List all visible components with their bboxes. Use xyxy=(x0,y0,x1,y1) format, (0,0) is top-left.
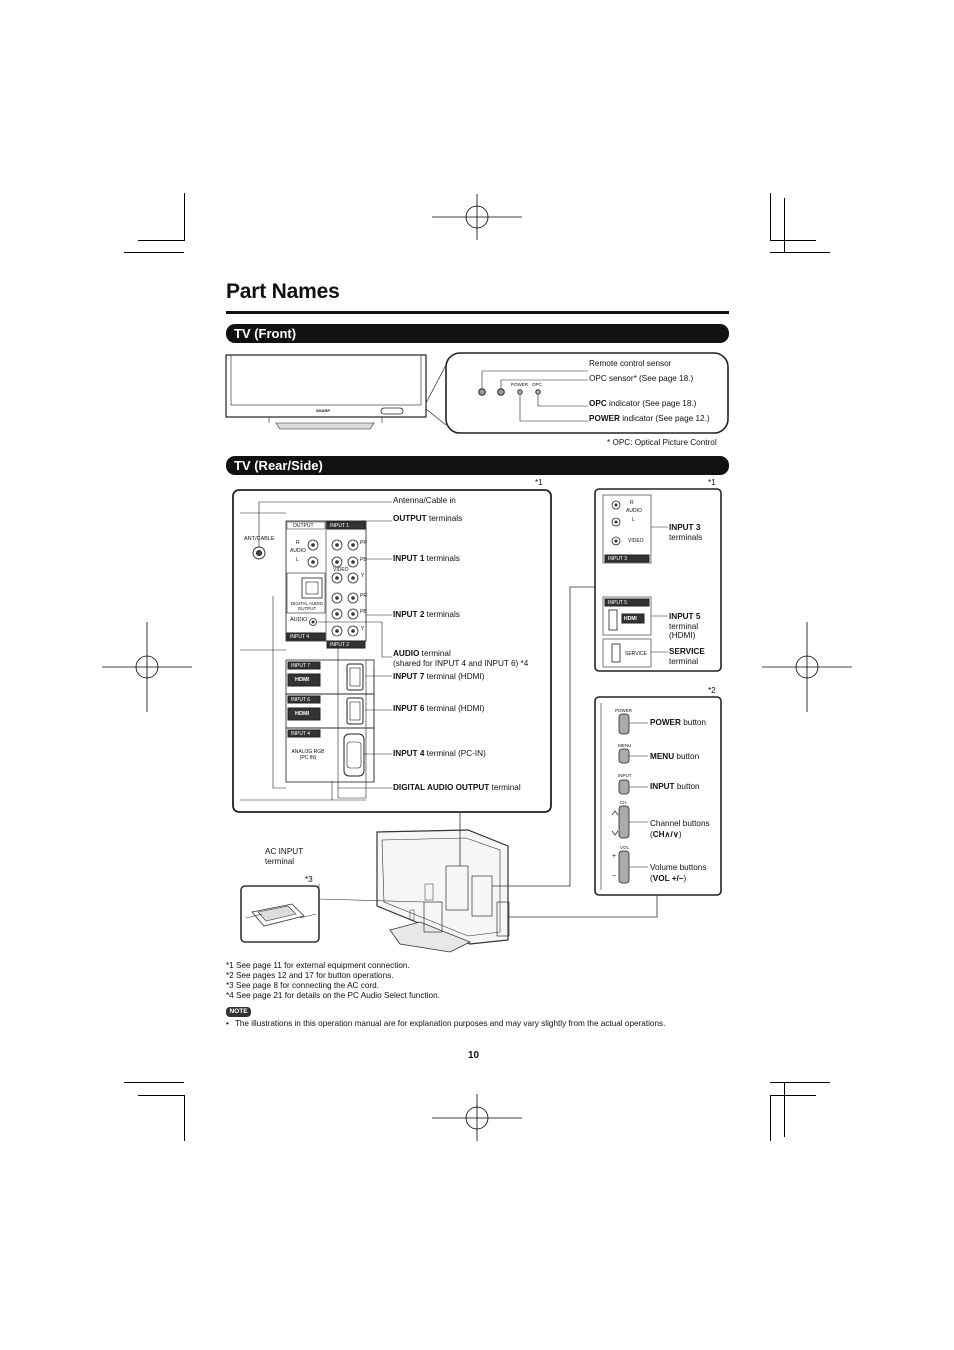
btn-input-label: INPUT xyxy=(618,773,632,778)
star2: *2 xyxy=(708,686,716,695)
in1-video-label: VIDEO xyxy=(333,567,349,573)
callout-menu-button: MENU button xyxy=(650,752,700,761)
panel-opc-text: OPC xyxy=(532,382,542,387)
brand-logo: SHARP xyxy=(316,408,331,413)
tv-front-illustration xyxy=(226,355,426,429)
callout-input4: INPUT 4 terminal (PC-IN) xyxy=(393,749,486,758)
page-number: 10 xyxy=(468,1050,480,1061)
footnote-3: *3 See page 8 for connecting the AC cord. xyxy=(226,981,379,990)
input7-label: INPUT 7 xyxy=(291,663,311,669)
note-text: • The illustrations in this operation manual are for explanation purposes and may vary slightly from the actual operations. xyxy=(226,1019,666,1028)
footnote-4: *4 See page 21 for details on the PC Audio Select function. xyxy=(226,991,440,1000)
front-section-heading: TV (Front) xyxy=(226,324,729,343)
registration-target-top xyxy=(432,194,522,240)
page-title: Part Names xyxy=(226,280,340,303)
callout-service: SERVICE terminal xyxy=(669,647,705,666)
callout-input3: INPUT 3 terminals xyxy=(669,523,703,542)
input5-label: INPUT 5 xyxy=(608,600,628,606)
callout-audio: AUDIO terminal (shared for INPUT 4 and INPUT 6) *4 xyxy=(393,649,529,668)
input1-label: INPUT 1 xyxy=(330,523,350,529)
callout-input7: INPUT 7 terminal (HDMI) xyxy=(393,672,485,681)
callout-input1: INPUT 1 terminals xyxy=(393,554,460,563)
in3-audio-label: AUDIO xyxy=(626,508,642,514)
vol-plus-mark: + xyxy=(612,853,617,860)
in1-pb-label: PB xyxy=(360,557,367,563)
panel-power-text: POWER xyxy=(511,382,529,387)
callout-opc-sensor: OPC sensor* (See page 18.) xyxy=(589,374,694,383)
in2-y-label: Y xyxy=(361,626,365,632)
callout-opc-indicator: OPC indicator (See page 18.) xyxy=(589,399,697,408)
audio-label: AUDIO xyxy=(290,617,308,623)
hdmi7-logo: HDMI xyxy=(295,677,310,683)
in1-pr-label: PR xyxy=(360,540,367,546)
callout-input-button: INPUT button xyxy=(650,782,700,791)
callout-input5: INPUT 5 terminal (HDMI) xyxy=(669,612,701,641)
in1-y-label: Y xyxy=(361,573,365,579)
input4-audio-label: INPUT 4 xyxy=(290,634,310,640)
in2-pr-label: PR xyxy=(360,593,367,599)
opc-footnote: * OPC: Optical Picture Control xyxy=(607,438,717,447)
callout-power-indicator: POWER indicator (See page 12.) xyxy=(589,414,710,423)
btn-ch-label: CH xyxy=(620,800,627,805)
service-label: SERVICE xyxy=(625,651,647,657)
callout-channel-buttons: Channel buttons (CH∧/∨) xyxy=(650,819,710,839)
footnote-1: *1 See page 11 for external equipment connection. xyxy=(226,961,410,970)
callout-power-button: POWER button xyxy=(650,718,706,727)
btn-power-label: POWER xyxy=(615,708,633,713)
callout-volume-buttons: Volume buttons (VOL +/−) xyxy=(650,863,707,883)
out-audio-label: AUDIO xyxy=(290,548,306,554)
in3-r-label: R xyxy=(630,500,634,506)
callout-ac-input: AC INPUT terminal xyxy=(265,847,304,866)
callout-input6: INPUT 6 terminal (HDMI) xyxy=(393,704,485,713)
registration-target-right xyxy=(762,622,852,712)
side-terminal-panel xyxy=(595,489,721,671)
callout-antenna: Antenna/Cable in xyxy=(393,496,456,505)
btn-vol-label: VOL xyxy=(620,845,630,850)
callout-digital-audio-output: DIGITAL AUDIO OUTPUT terminal xyxy=(393,783,521,792)
input2-label: INPUT 2 xyxy=(330,642,350,648)
registration-target-left xyxy=(102,622,192,712)
in2-pb-label: PB xyxy=(360,609,367,615)
footnote-2: *2 See pages 12 and 17 for button operations. xyxy=(226,971,394,980)
title-rule xyxy=(226,311,729,314)
input6-label: INPUT 6 xyxy=(291,697,311,703)
rear-section-heading: TV (Rear/Side) xyxy=(226,456,729,475)
registration-target-bottom xyxy=(432,1094,522,1141)
callout-input2: INPUT 2 terminals xyxy=(393,610,460,619)
hdmi5-logo: HDMI xyxy=(624,616,637,622)
out-r-label: R xyxy=(296,540,300,546)
note-badge: NOTE xyxy=(226,1007,251,1017)
out-l-label: L xyxy=(296,557,299,563)
callout-output: OUTPUT terminals xyxy=(393,514,463,523)
hdmi6-logo: HDMI xyxy=(295,711,310,717)
digital-audio-output-label: DIGITAL AUDIO OUTPUT xyxy=(290,601,324,611)
analog-rgb-label: ANALOG RGB (PC IN) xyxy=(291,749,325,761)
in3-video-label: VIDEO xyxy=(628,538,644,544)
star1-main: *1 xyxy=(535,478,543,487)
input4-label: INPUT 4 xyxy=(291,731,311,737)
btn-menu-label: MENU xyxy=(618,743,632,748)
callout-remote-sensor: Remote control sensor xyxy=(589,359,672,368)
ant-cable-label: ANT/CABLE xyxy=(244,536,275,542)
input3-label: INPUT 3 xyxy=(608,556,628,562)
output-label: OUTPUT xyxy=(293,523,314,529)
star1-side: *1 xyxy=(708,478,716,487)
star3: *3 xyxy=(305,875,313,884)
vol-minus-mark: − xyxy=(612,873,617,880)
in3-l-label: L xyxy=(632,517,635,523)
